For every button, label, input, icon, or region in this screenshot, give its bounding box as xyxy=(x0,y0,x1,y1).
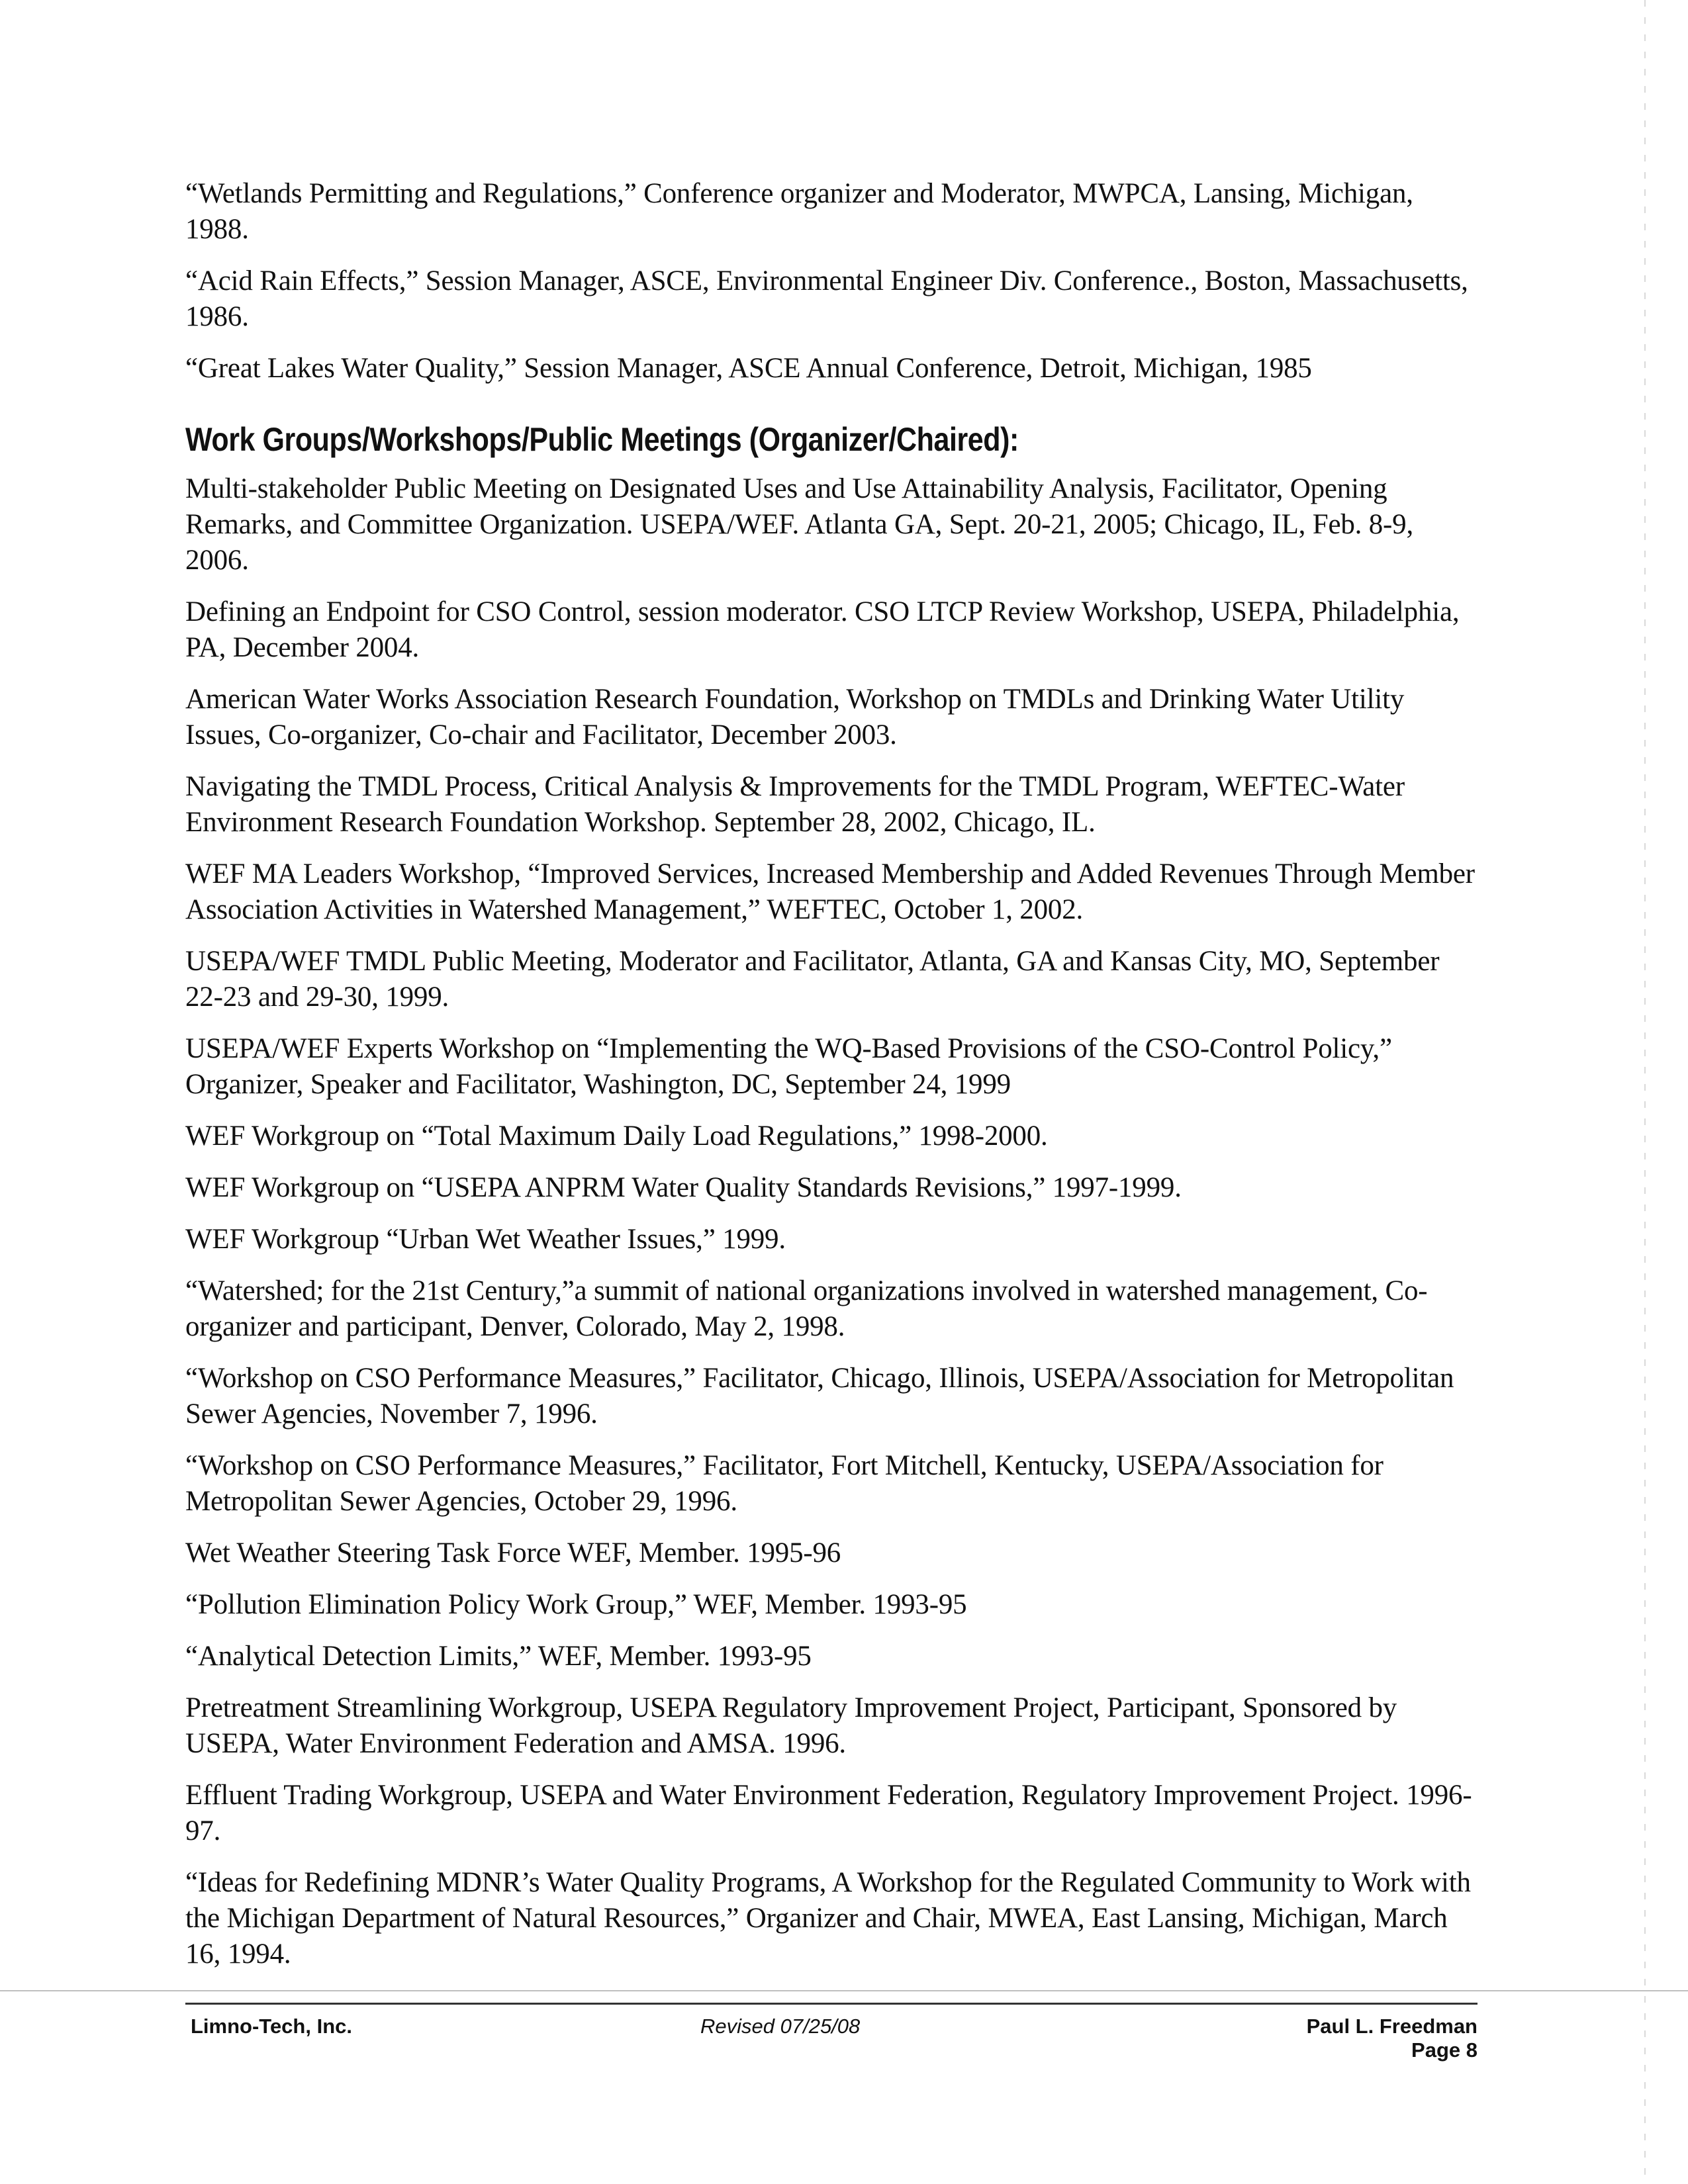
entry-17: Pretreatment Streamlining Workgroup, USEPA Regulatory Improvement Project, Participant, Sponsored by USEPA, Water Environment Federation and AMSA. 1996. xyxy=(185,1692,1397,1759)
entry-14: Wet Weather Steering Task Force WEF, Member. 1995-96 xyxy=(185,1537,841,1569)
footer-company: Limno-Tech, Inc. xyxy=(191,2015,352,2038)
entry-1: Multi-stakeholder Public Meeting on Designated Uses and Use Attainability Analysis, Facilitator, Opening Remarks, and Committee Organization. USEPA/WEF. Atlanta GA, Sept. 20-21, 2005; Chicago, IL, Feb. 8-9, 2006. xyxy=(185,473,1414,576)
entry-3: American Water Works Association Research Foundation, Workshop on TMDLs and Drinking Water Utility Issues, Co-organizer, Co-chair and Facilitator, December 2003. xyxy=(185,684,1405,751)
entry-top-1: “Wetlands Permitting and Regulations,” Conference organizer and Moderator, MWPCA, Lansing, Michigan, 1988. xyxy=(185,178,1413,245)
entry-8: WEF Workgroup on “Total Maximum Daily Load Regulations,” 1998-2000. xyxy=(185,1120,1048,1152)
footer-separator-light xyxy=(0,1990,1688,1991)
footer-author-block xyxy=(1059,2015,1477,2062)
entry-6: USEPA/WEF TMDL Public Meeting, Moderator and Facilitator, Atlanta, GA and Kansas City, MO, September 22-23 and 29-30, 1999. xyxy=(185,946,1440,1013)
scan-edge-artifact xyxy=(1644,0,1646,2184)
footer-page-number: Page 8 xyxy=(1411,2038,1477,2062)
footer-revised-date: Revised 07/25/08 xyxy=(700,2015,861,2038)
section-heading: Work Groups/Workshops/Public Meetings (Organizer/Chaired): xyxy=(185,421,1019,458)
entry-7: USEPA/WEF Experts Workshop on “Implementing the WQ-Based Provisions of the CSO-Control Policy,” Organizer, Speaker and Facilitator, Washington, DC, September 24, 1999 xyxy=(185,1033,1392,1100)
entry-19: “Ideas for Redefining MDNR’s Water Quality Programs, A Workshop for the Regulated Community to Work with the Michigan Department of Natural Resources,” Organizer and Chair, MWEA, East Lansing, Michigan, March 16, 1994. xyxy=(185,1867,1471,1970)
entry-top-2: “Acid Rain Effects,” Session Manager, ASCE, Environmental Engineer Div. Conference., Boston, Massachusetts, 1986. xyxy=(185,265,1468,332)
entry-10: WEF Workgroup “Urban Wet Weather Issues,” 1999. xyxy=(185,1224,786,1255)
page-content xyxy=(185,176,1483,1988)
entry-9: WEF Workgroup on “USEPA ANPRM Water Quality Standards Revisions,” 1997-1999. xyxy=(185,1172,1182,1203)
entry-5: WEF MA Leaders Workshop, “Improved Services, Increased Membership and Added Revenues Through Member Association Activities in Watershed Management,” WEFTEC, October 1, 2002. xyxy=(185,858,1475,925)
entry-2: Defining an Endpoint for CSO Control, session moderator. CSO LTCP Review Workshop, USEPA, Philadelphia, PA, December 2004. xyxy=(185,596,1460,663)
entry-18: Effluent Trading Workgroup, USEPA and Water Environment Federation, Regulatory Improvement Project. 1996-97. xyxy=(185,1780,1472,1846)
entry-11: “Watershed; for the 21st Century,”a summit of national organizations involved in watershed management, Co-organizer and participant, Denver, Colorado, May 2, 1998. xyxy=(185,1275,1428,1342)
entry-4: Navigating the TMDL Process, Critical Analysis & Improvements for the TMDL Program, WEFTEC-Water Environment Research Foundation Workshop. September 28, 2002, Chicago, IL. xyxy=(185,771,1405,838)
entry-16: “Analytical Detection Limits,” WEF, Member. 1993-95 xyxy=(185,1641,812,1672)
entry-top-3: “Great Lakes Water Quality,” Session Manager, ASCE Annual Conference, Detroit, Michigan, 1985 xyxy=(185,353,1312,384)
entry-15: “Pollution Elimination Policy Work Group,” WEF, Member. 1993-95 xyxy=(185,1589,967,1620)
entry-13: “Workshop on CSO Performance Measures,” Facilitator, Fort Mitchell, Kentucky, USEPA/Association for Metropolitan Sewer Agencies, October 29, 1996. xyxy=(185,1450,1383,1517)
entry-12: “Workshop on CSO Performance Measures,” Facilitator, Chicago, Illinois, USEPA/Association for Metropolitan Sewer Agencies, November 7, 1996. xyxy=(185,1363,1454,1430)
footer-separator xyxy=(185,2003,1477,2005)
footer-author: Paul L. Freedman xyxy=(1306,2015,1477,2038)
